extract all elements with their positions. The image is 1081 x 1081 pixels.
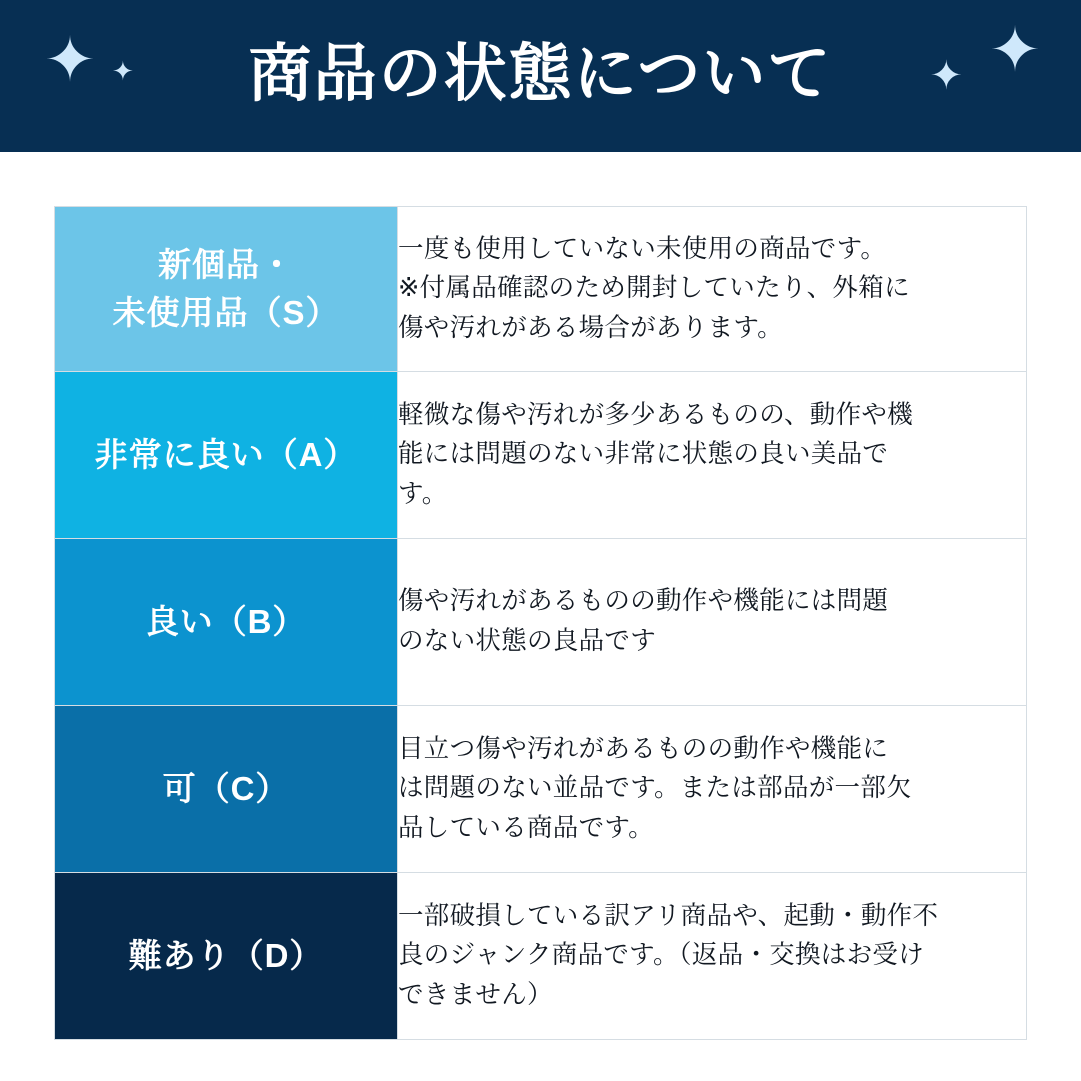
- grade-cell-d: [55, 873, 398, 1040]
- description-line: 目立つ傷や汚れがあるものの動作や機能に: [398, 734, 889, 763]
- grade-label-line: 新個品・: [158, 246, 294, 284]
- header-banner: [0, 0, 1081, 152]
- table-row: [55, 372, 1027, 539]
- description-cell-a: [398, 372, 1027, 539]
- description-line: できません）: [398, 980, 553, 1009]
- description-line: 能には問題のない非常に状態の良い美品で: [398, 440, 889, 469]
- sparkle-icon-left-large: ✦: [44, 26, 96, 95]
- grade-cell-s: [55, 207, 398, 372]
- description-cell-b: [398, 539, 1027, 706]
- description-line: 一度も使用していない未使用の商品です。: [398, 234, 887, 263]
- description-cell-c: [398, 706, 1027, 873]
- description-line: は問題のない並品です。または部品が一部欠: [398, 774, 912, 803]
- page-title: 商品の状態について: [248, 38, 833, 109]
- description-cell-d: [398, 873, 1027, 1040]
- table-row: [55, 873, 1027, 1040]
- grade-label-line: 難あり（D）: [128, 937, 324, 975]
- grade-label-line: 可（C）: [162, 770, 290, 808]
- table-row: [55, 539, 1027, 706]
- table-row: [55, 706, 1027, 873]
- grade-cell-a: [55, 372, 398, 539]
- grade-cell-c: [55, 706, 398, 873]
- sparkle-icon-right-small: ✦: [929, 54, 963, 98]
- sparkle-icon-right-large: ✦: [989, 16, 1041, 85]
- description-line: 傷や汚れがある場合があります。: [398, 313, 783, 342]
- description-line: 軽微な傷や汚れが多少あるものの、動作や機: [398, 400, 913, 429]
- condition-table: [54, 206, 1027, 1040]
- description-line: のない状態の良品です: [398, 627, 657, 655]
- table-row: [55, 207, 1027, 372]
- grade-label-line: 未使用品（S）: [112, 294, 340, 331]
- grade-label-line: 良い（B）: [145, 603, 307, 641]
- sparkle-icon-left-small: ✦: [112, 56, 134, 86]
- description-line: 品している商品です。: [398, 813, 654, 842]
- description-line: 良のジャンク商品です。（返品・交換はお受け: [398, 941, 924, 970]
- description-line: 傷や汚れがあるものの動作や機能には問題: [398, 587, 889, 616]
- description-cell-s: [398, 207, 1027, 372]
- description-line: ※付属品確認のため開封していたり、外箱に: [398, 274, 910, 303]
- condition-table-container: [0, 152, 1081, 1040]
- description-line: 一部破損している訳アリ商品や、起動・動作不: [398, 901, 939, 930]
- grade-label-line: 非常に良い（A）: [94, 436, 358, 474]
- grade-cell-b: [55, 539, 398, 706]
- description-line: す。: [398, 479, 448, 508]
